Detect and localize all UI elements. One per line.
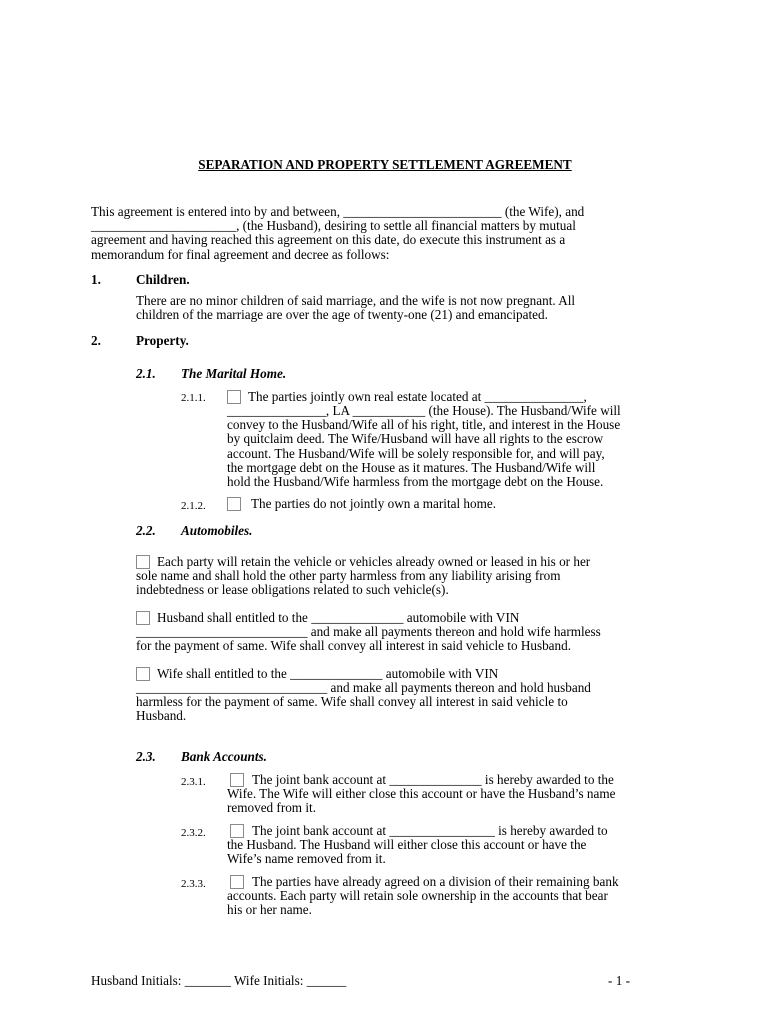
section-2-1-heading: The Marital Home. bbox=[181, 366, 287, 381]
section-1-number: 1. bbox=[91, 272, 101, 287]
item-2-1-1-text-rest: _______________, LA ___________ (the House). The Husband/Wife will convey to the Husband/Wife all of his right, title, and interest in the House by quitclaim deed. The Wife/Husband will have all rights to the escrow account. The Husband/Wife will be solely responsible for, and will pay, the mortgage debt on the House as it matures. The Husband/Wife will hold the Husband/Wife harmless from the mortgage debt on the House. bbox=[227, 403, 621, 490]
item-2-3-1-text-rest: Wife. The Wife will either close this account or have the Husband’s name removed from it. bbox=[227, 786, 616, 816]
item-2-3-3-text-first: The parties have already agreed on a division of their remaining bank bbox=[252, 874, 619, 889]
automobiles-retain-checkbox[interactable] bbox=[136, 555, 150, 569]
footer-page-number: - 1 - bbox=[608, 973, 630, 988]
item-2-3-1-text-first: The joint bank account at ______________ is hereby awarded to the bbox=[252, 772, 614, 787]
section-2-2-heading: Automobiles. bbox=[181, 523, 253, 538]
automobiles-wife-text-first: Wife shall entitled to the ______________ automobile with VIN bbox=[157, 666, 499, 681]
item-2-1-1-number: 2.1.1. bbox=[181, 392, 206, 404]
item-2-3-3-checkbox[interactable] bbox=[230, 875, 244, 889]
automobiles-wife-text-rest: _____________________________ and make all payments thereon and hold husband harmless for the payment of same. Wife shall convey all interest in said vehicle to Husband. bbox=[136, 680, 591, 724]
item-2-3-3-text-rest: accounts. Each party will retain sole ownership in the accounts that bear his or her name. bbox=[227, 888, 608, 918]
item-2-3-3-number: 2.3.3. bbox=[181, 878, 206, 890]
item-2-3-2-text-first: The joint bank account at ________________ is hereby awarded to bbox=[252, 823, 608, 838]
section-2-heading: Property. bbox=[136, 333, 189, 348]
section-2-2-number: 2.2. bbox=[136, 523, 156, 538]
section-1-heading: Children. bbox=[136, 272, 190, 287]
automobiles-retain-text-first: Each party will retain the vehicle or vehicles already owned or leased in his or her bbox=[157, 554, 591, 569]
item-2-1-1-text-first: The parties jointly own real estate located at _______________, bbox=[248, 389, 587, 404]
section-2-3-number: 2.3. bbox=[136, 749, 156, 764]
automobiles-wife-checkbox[interactable] bbox=[136, 667, 150, 681]
item-2-1-1-checkbox[interactable] bbox=[227, 390, 241, 404]
section-2-number: 2. bbox=[91, 333, 101, 348]
item-2-3-1-checkbox[interactable] bbox=[230, 773, 244, 787]
document-title: SEPARATION AND PROPERTY SETTLEMENT AGREEMENT bbox=[198, 157, 572, 172]
item-2-3-2-checkbox[interactable] bbox=[230, 824, 244, 838]
intro-paragraph: This agreement is entered into by and between, ________________________ (the Wife), and ______________________, (the Husband), desiring to settle all financial matters by mutual agreement and having reached this agreement on this date, do execute this instrument as a memorandum for final agreement and decree as follows: bbox=[91, 204, 585, 262]
item-2-1-2-text: The parties do not jointly own a marital home. bbox=[251, 496, 497, 511]
item-2-1-2-checkbox[interactable] bbox=[227, 497, 241, 511]
section-2-1-number: 2.1. bbox=[136, 366, 156, 381]
item-2-3-2-number: 2.3.2. bbox=[181, 827, 206, 839]
section-2-3-heading: Bank Accounts. bbox=[181, 749, 267, 764]
section-1-text: There are no minor children of said marriage, and the wife is not now pregnant. All children of the marriage are over the age of twenty-one (21) and emancipated. bbox=[136, 293, 576, 323]
item-2-1-2-number: 2.1.2. bbox=[181, 500, 206, 512]
footer-initials: Husband Initials: _______ Wife Initials: ______ bbox=[91, 973, 347, 988]
automobiles-husband-checkbox[interactable] bbox=[136, 611, 150, 625]
automobiles-husband-text-rest: __________________________ and make all payments thereon and hold wife harmless for the payment of same. Wife shall convey all interest in said vehicle to Husband. bbox=[136, 624, 601, 654]
automobiles-husband-text-first: Husband shall entitled to the ______________ automobile with VIN bbox=[157, 610, 520, 625]
automobiles-retain-text-rest: sole name and shall hold the other party harmless from any liability arising from indebtedness or lease obligations related to such vehicle(s). bbox=[136, 568, 561, 598]
item-2-3-1-number: 2.3.1. bbox=[181, 776, 206, 788]
item-2-3-2-text-rest: the Husband. The Husband will either close this account or have the Wife’s name removed from it. bbox=[227, 837, 587, 867]
